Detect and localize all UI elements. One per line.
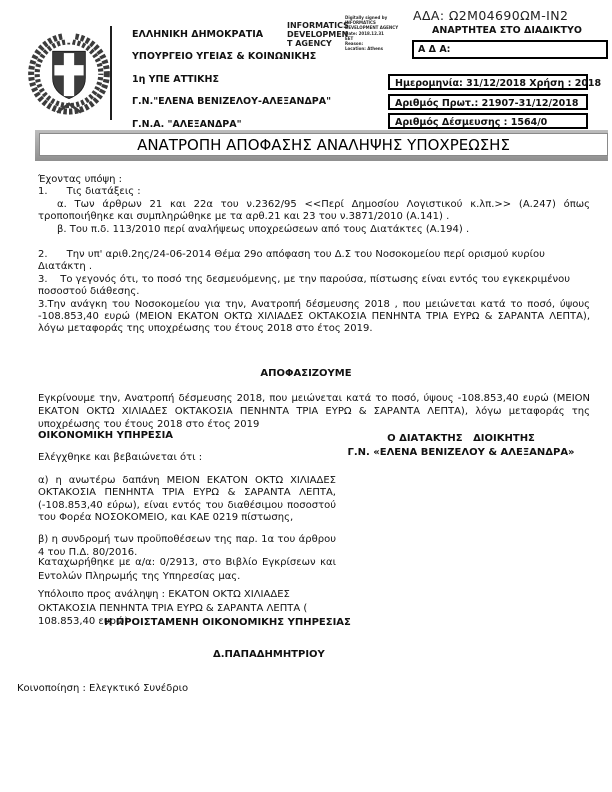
- agency-line: Γ.Ν.Α. "ΑΛΕΞΑΝΔΡΑ": [132, 118, 242, 130]
- digital-signature-stamp: [287, 21, 349, 48]
- agency-line: ΕΛΛΗΝΙΚΗ ΔΗΜΟΚΡΑΤΙΑ: [132, 29, 264, 40]
- stamp-agency-line: DEVELOPMEN: [287, 30, 349, 39]
- preamble-item-1a: α. Των άρθρων 21 και 22α του ν.2362/95 <<Περί Δημοσίου Λογιστικού κ.λπ.>> (Α.247) όπως τροποποιήθηκε και συμπληρώθηκε με τα αρθ.21 και 23 του ν.3871/2010 (Α.141) .: [38, 198, 590, 223]
- stamp-agency-line: INFORMATICS: [287, 21, 349, 30]
- cc-note: Κοινοποίηση : Ελεγκτικό Συνέδριο: [17, 683, 189, 694]
- orderer-title: Ο ΔΙΑΤΑΚΤΗΣ ΔΙΟΙΚΗΤΗΣ: [387, 433, 535, 444]
- decision-body: Εγκρίνουμε την, Ανατροπή δέσμευσης 2018, που μειώνεται κατά το ποσό, ύψους -108.853,40 ευρώ (ΜΕΙΟΝ ΕΚΑΤΟΝ ΟΚΤΩ ΧΙΛΙΑΔΕΣ ΟΚΤΑΚΟΣΙΑ ΠΕΝΗΝΤΑ ΤΡΙΑ ΕΥΡΩ & ΣΑΡΑΝΤΑ ΛΕΠΤΑ), λόγω μεταφοράς της υποχρέωσης του έτους 2018 στο έτος 2019: [38, 393, 590, 430]
- preamble-item-3b: 3.Την ανάγκη του Νοσοκομείου για την, Ανατροπή δέσμευσης 2018 , που μειώνεται κατά το ποσό, ύψους -108.853,40 ευρώ (ΜΕΙΟΝ ΕΚΑΤΟΝ ΟΚΤΩ ΧΙΛΙΑΔΕΣ ΟΚΤΑΚΟΣΙΑ ΠΕΝΗΝΤΑ ΤΡΙΑ ΕΥΡΩ & ΣΑΡΑΝΤΑ ΛΕΠΤΑ), λόγω μεταφοράς της υποχρέωσης του έτους 2018 στο έτος 2019.: [38, 298, 590, 335]
- orderer-section: [318, 432, 604, 460]
- greek-coat-of-arms-icon: [26, 22, 112, 122]
- registered-note: Καταχωρήθηκε με α/α: 0/2913, στο Βιβλίο Εγκρίσεων και Εντολών Πληρωμής της Υπηρεσίας μας.: [38, 557, 336, 582]
- finance-point-b: β) η συνδρομή των προϋποθέσεων της παρ. 1α του άρθρου 4 του Π.Δ. 80/2016.: [38, 534, 336, 558]
- stamp-signature-details: Digitally signed by INFORMATICS DEVELOPMENT AGENCY Date: 2018.12.31 EET Reason: Location: Athens: [345, 15, 399, 52]
- scan-artifact-line: [110, 26, 112, 120]
- document-title: ΑΝΑΤΡΟΠΗ ΑΠΟΦΑΣΗΣ ΑΝΑΛΗΨΗΣ ΥΠΟΧΡΕΩΣΗΣ: [39, 133, 608, 156]
- balance-note: Υπόλοιπο προς ανάληψη : ΕΚΑΤΟΝ ΟΚΤΩ ΧΙΛΙΑΔΕΣ ΟΚΤΑΚΟΣΙΑ ΠΕΝΗΝΤΑ ΤΡΙΑ ΕΥΡΩ & ΣΑΡΑΝΤΑ ΛΕΠΤΑ ( 108.853,40 ευρώ): [38, 589, 308, 627]
- ada-box-label: Α Δ Α:: [418, 44, 451, 55]
- posted-online-label: ΑΝΑΡΤΗΤΕΑ ΣΤΟ ΔΙΑΔΙΚΤΥΟ: [432, 25, 582, 36]
- info-box-date: Ημερομηνία: 31/12/2018 Χρήση : 2018: [388, 74, 588, 90]
- head-of-finance-title: Η ΠΡΟΙΣΤΑΜΕΝΗ ΟΙΚΟΝΟΜΙΚΗΣ ΥΠΗΡΕΣΙΑΣ: [104, 617, 351, 628]
- preamble-item-2: 2. Την υπ' αριθ.2ης/24-06-2014 Θέμα 29ο απόφαση του Δ.Σ του Νοσοκομείου περί ορισμού κυρίου Διατάκτη .: [38, 249, 549, 273]
- info-box-commitment: Αριθμός Δέσμευσης : 1564/0: [388, 113, 588, 129]
- ada-code: ΑΔΑ: Ω2Μ04690ΩΜ-ΙΝ2: [413, 8, 569, 23]
- stamp-agency-line: T AGENCY: [287, 39, 332, 48]
- orderer-hospital: Γ.Ν. «ΕΛΕΝΑ ΒΕΝΙΖΕΛΟΥ & ΑΛΕΞΑΝΔΡΑ»: [347, 447, 575, 458]
- preamble-item-3: 3. Το γεγονός ότι, το ποσό της δεσμευόμενης, με την παρούσα, πίστωσης είναι εντός του εγκεκριμένου ποσοστού διάθεσης.: [38, 273, 574, 298]
- preamble-item-1b: β. Του π.δ. 113/2010 περί αναλήψεως υποχρεώσεων από τους Διατάκτες (Α.194) .: [57, 223, 470, 235]
- having-regard-line: Έχοντας υπόψη :: [38, 174, 123, 185]
- decision-heading: ΑΠΟΦΑΣΙΖΟΥΜΕ: [260, 368, 352, 379]
- agency-line: Γ.Ν."ΕΛΕΝΑ ΒΕΝΙΖΕΛΟΥ-ΑΛΕΞΑΝΔΡΑ": [132, 96, 332, 108]
- info-box-protocol: Αριθμός Πρωτ.: 21907-31/12/2018: [388, 94, 588, 110]
- finance-checked-line: Ελέγχθηκε και βεβαιώνεται ότι :: [38, 452, 203, 464]
- agency-line: ΥΠΟΥΡΓΕΙΟ ΥΓΕΙΑΣ & ΚΟΙΝΩΝΙΚΗΣ: [132, 51, 317, 63]
- title-box: [35, 130, 608, 161]
- preamble-item-1: 1. Τις διατάξεις :: [38, 186, 141, 198]
- preamble: [38, 174, 590, 336]
- ada-box: [412, 40, 608, 59]
- signatory-name: Δ.ΠΑΠΑΔΗΜΗΤΡΙΟΥ: [213, 649, 325, 660]
- finance-heading: ΟΙΚΟΝΟΜΙΚΗ ΥΠΗΡΕΣΙΑ: [38, 430, 174, 441]
- finance-section: [38, 430, 336, 569]
- agency-line: 1η ΥΠΕ ΑΤΤΙΚΗΣ: [132, 73, 219, 85]
- finance-point-a: α) η ανωτέρω δαπάνη ΜΕΙΟΝ ΕΚΑΤΟΝ ΟΚΤΩ ΧΙΛΙΑΔΕΣ ΟΚΤΑΚΟΣΙΑ ΠΕΝΗΝΤΑ ΤΡΙΑ ΕΥΡΩ & ΣΑΡΑΝΤΑ ΛΕΠΤΑ,(-108.853,40 εύρω), είναι εντός του διαθέσιμου ποσοστού του Φορέα ΝΟΣΟΚΟΜΕΙΟ, και ΚΑΕ 0219 πίστωσης,: [38, 474, 336, 524]
